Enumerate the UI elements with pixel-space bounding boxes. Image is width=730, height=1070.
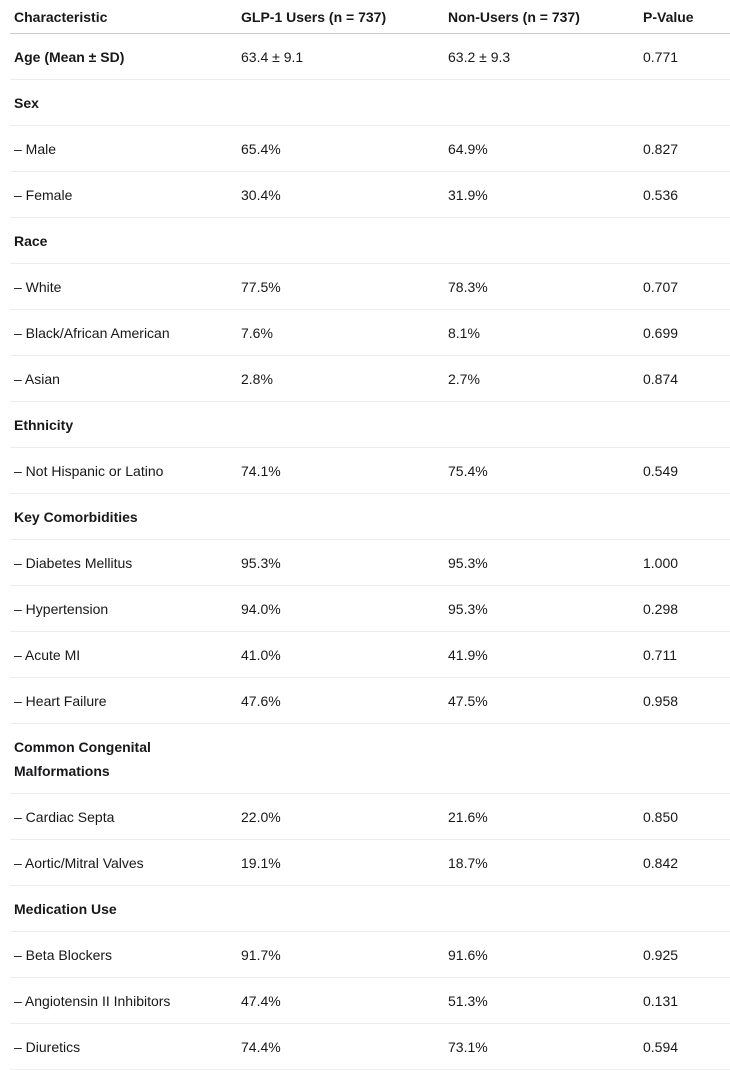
glp1-users-cell: 91.7% [241, 946, 281, 963]
p-value-cell: 0.711 [643, 646, 677, 663]
non-users-cell: 73.1% [448, 1038, 488, 1055]
non-users-cell [448, 80, 643, 126]
glp1-users-cell [241, 494, 448, 540]
characteristic-cell: Sex [14, 94, 39, 111]
table-row [10, 978, 730, 1024]
p-value-cell: 0.925 [643, 946, 679, 963]
glp1-users-cell: 77.5% [241, 278, 281, 295]
table-row [10, 34, 730, 80]
table-header [10, 0, 730, 34]
non-users-cell [448, 886, 643, 932]
non-users-cell: 8.1% [448, 324, 480, 341]
glp1-users-cell: 2.8% [241, 370, 273, 387]
p-value-cell: 0.707 [643, 278, 679, 295]
table-row [10, 356, 730, 402]
p-value-cell [643, 218, 730, 264]
p-value-cell: 0.850 [643, 808, 679, 825]
section-row [10, 886, 730, 932]
column-header-p-value: P-Value [643, 8, 694, 25]
table-row [10, 840, 730, 886]
glp1-users-cell: 7.6% [241, 324, 273, 341]
table-row [10, 932, 730, 978]
table-body [10, 34, 730, 1070]
section-row [10, 402, 730, 448]
non-users-cell [448, 218, 643, 264]
glp1-users-cell: 63.4 ± 9.1 [241, 48, 304, 65]
section-row [10, 218, 730, 264]
glp1-users-cell: 47.6% [241, 692, 281, 709]
glp1-users-cell: 74.4% [241, 1038, 281, 1055]
characteristic-cell: – Angiotensin II Inhibitors [14, 992, 171, 1009]
p-value-cell: 0.842 [643, 854, 679, 871]
non-users-cell: 64.9% [448, 140, 488, 157]
p-value-cell: 0.958 [643, 692, 679, 709]
non-users-cell: 95.3% [448, 554, 488, 571]
p-value-cell [643, 494, 730, 540]
p-value-cell: 0.131 [643, 992, 679, 1009]
table-row [10, 678, 730, 724]
characteristic-cell: – Cardiac Septa [14, 808, 115, 825]
non-users-cell: 18.7% [448, 854, 488, 871]
non-users-cell: 78.3% [448, 278, 488, 295]
section-row [10, 494, 730, 540]
p-value-cell: 0.549 [643, 462, 679, 479]
non-users-cell: 41.9% [448, 646, 488, 663]
characteristic-cell: Ethnicity [14, 416, 74, 433]
glp1-users-cell [241, 886, 448, 932]
column-header-non-users: Non-Users (n = 737) [448, 8, 580, 25]
table-row [10, 264, 730, 310]
glp1-users-cell: 95.3% [241, 554, 281, 571]
non-users-cell: 63.2 ± 9.3 [448, 48, 511, 65]
p-value-cell: 0.699 [643, 324, 679, 341]
table-row [10, 172, 730, 218]
p-value-cell: 0.594 [643, 1038, 679, 1055]
p-value-cell: 0.298 [643, 600, 679, 617]
non-users-cell: 2.7% [448, 370, 480, 387]
characteristic-cell: – Hypertension [14, 600, 109, 617]
characteristic-cell: Common Congenital Malformations [14, 738, 151, 779]
non-users-cell: 21.6% [448, 808, 488, 825]
characteristic-cell: – Diuretics [14, 1038, 81, 1055]
p-value-cell [643, 402, 730, 448]
characteristic-cell: – Beta Blockers [14, 946, 113, 963]
characteristic-cell: Medication Use [14, 900, 117, 917]
glp1-users-cell [241, 402, 448, 448]
non-users-cell: 95.3% [448, 600, 488, 617]
characteristic-cell: – Acute MI [14, 646, 81, 663]
p-value-cell: 1.000 [643, 554, 679, 571]
non-users-cell [448, 494, 643, 540]
characteristic-cell: Age (Mean ± SD) [14, 48, 125, 65]
characteristic-cell: – Female [14, 186, 73, 203]
p-value-cell: 0.771 [643, 48, 679, 65]
non-users-cell [448, 402, 643, 448]
table-row [10, 1024, 730, 1070]
characteristic-cell: – Male [14, 140, 57, 157]
characteristic-cell: – White [14, 278, 62, 295]
non-users-cell: 31.9% [448, 186, 488, 203]
characteristic-cell: – Asian [14, 370, 60, 387]
p-value-cell: 0.827 [643, 140, 679, 157]
characteristic-cell: – Not Hispanic or Latino [14, 462, 164, 479]
non-users-cell [448, 724, 643, 794]
characteristic-cell: – Heart Failure [14, 692, 107, 709]
section-row [10, 80, 730, 126]
glp1-users-cell: 94.0% [241, 600, 281, 617]
p-value-cell [643, 886, 730, 932]
table-row [10, 632, 730, 678]
glp1-users-cell: 41.0% [241, 646, 281, 663]
characteristic-cell: – Diabetes Mellitus [14, 554, 133, 571]
glp1-users-cell: 30.4% [241, 186, 281, 203]
characteristic-cell: Key Comorbidities [14, 508, 138, 525]
table-row [10, 310, 730, 356]
table-row [10, 126, 730, 172]
non-users-cell: 75.4% [448, 462, 488, 479]
p-value-cell: 0.874 [643, 370, 679, 387]
glp1-users-cell: 22.0% [241, 808, 281, 825]
glp1-users-cell [241, 724, 448, 794]
non-users-cell: 47.5% [448, 692, 488, 709]
baseline-characteristics-table [10, 0, 730, 1070]
table-row [10, 540, 730, 586]
non-users-cell: 91.6% [448, 946, 488, 963]
table-row [10, 586, 730, 632]
glp1-users-cell [241, 80, 448, 126]
glp1-users-cell [241, 218, 448, 264]
table-row [10, 794, 730, 840]
glp1-users-cell: 74.1% [241, 462, 281, 479]
page [10, 0, 730, 1070]
p-value-cell [643, 724, 730, 794]
p-value-cell: 0.536 [643, 186, 679, 203]
characteristic-cell: – Black/African American [14, 324, 170, 341]
glp1-users-cell: 47.4% [241, 992, 281, 1009]
column-header-characteristic: Characteristic [14, 8, 108, 25]
characteristic-cell: – Aortic/Mitral Valves [14, 854, 144, 871]
table-row [10, 448, 730, 494]
glp1-users-cell: 65.4% [241, 140, 281, 157]
section-row [10, 724, 730, 794]
p-value-cell [643, 80, 730, 126]
column-header-glp1-users: GLP-1 Users (n = 737) [241, 8, 387, 25]
characteristic-cell: Race [14, 232, 48, 249]
glp1-users-cell: 19.1% [241, 854, 281, 871]
non-users-cell: 51.3% [448, 992, 488, 1009]
header-row [10, 0, 730, 34]
